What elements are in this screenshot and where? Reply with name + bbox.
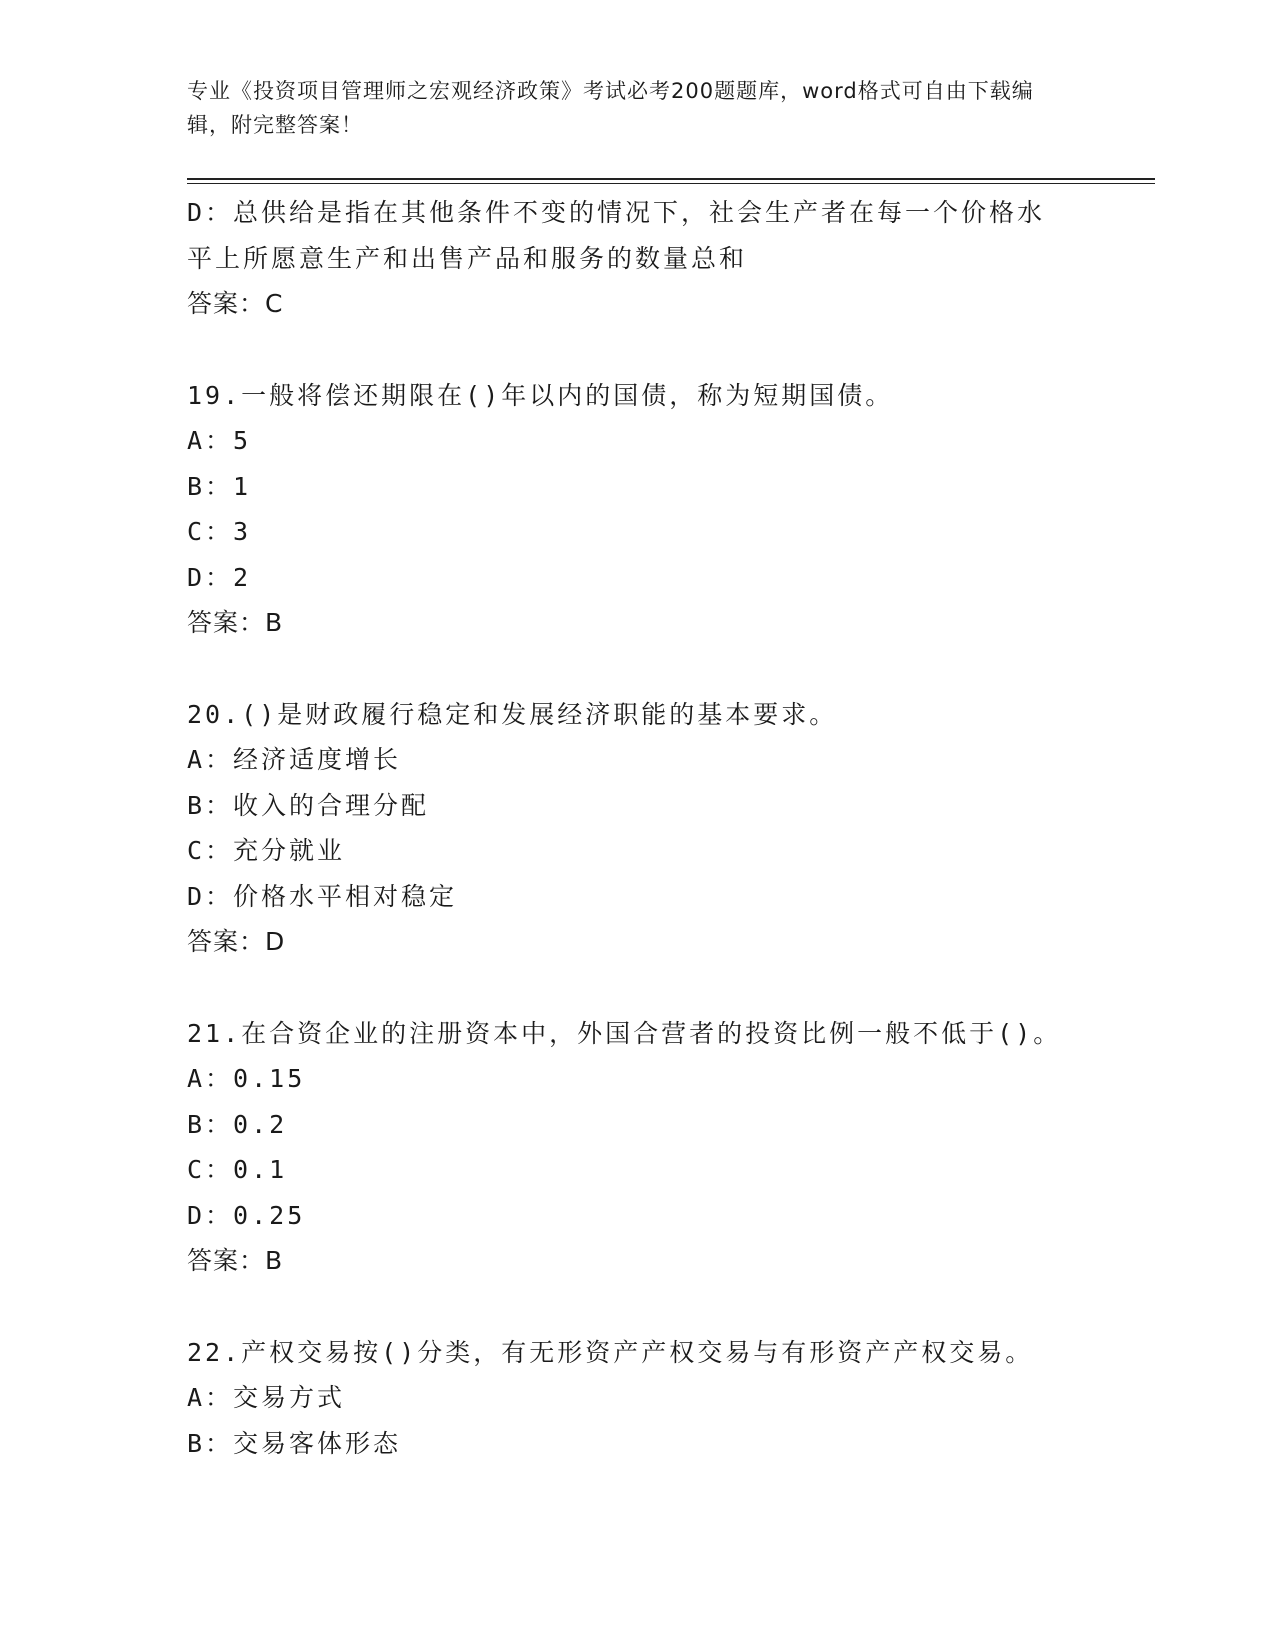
- option-d: D：0.25: [187, 1200, 306, 1230]
- option-d: D：2: [187, 562, 252, 592]
- option-d: D：价格水平相对稳定: [187, 881, 458, 911]
- option-b: B：交易客体形态: [187, 1428, 402, 1458]
- header-divider-thick: [187, 178, 1155, 180]
- question-stem: 22.产权交易按()分类，有无形资产产权交易与有形资产产权交易。: [187, 1337, 1034, 1367]
- question-20: [187, 692, 1087, 965]
- option-b: B：0.2: [187, 1109, 288, 1139]
- option-b: B：1: [187, 471, 252, 501]
- answer-label: 答案：B: [187, 608, 284, 637]
- option-a: A：交易方式: [187, 1383, 346, 1412]
- option-c: C：3: [187, 517, 252, 546]
- answer-label: 答案：D: [187, 927, 286, 956]
- question-stem: 20.()是财政履行稳定和发展经济职能的基本要求。: [187, 699, 838, 729]
- question-stem: 19.一般将偿还期限在()年以内的国债，称为短期国债。: [187, 380, 894, 410]
- carryover-answer: 答案：C: [187, 289, 284, 318]
- answer-label: 答案：B: [187, 1246, 284, 1275]
- option-a: A：经济适度增长: [187, 745, 402, 774]
- option-a: A：5: [187, 426, 252, 455]
- document-header: 专业《投资项目管理师之宏观经济政策》考试必考200题题库，word格式可自由下载编辑，附完整答案！: [187, 79, 1034, 137]
- carryover-option-d: D：总供给是指在其他条件不变的情况下，社会生产者在每一个价格水平上所愿意生产和出售产品和服务的数量总和: [187, 198, 1046, 273]
- question-22: [187, 1330, 1087, 1467]
- header-divider-thin: [187, 183, 1155, 184]
- question-stem: 21.在合资企业的注册资本中，外国合营者的投资比例一般不低于()。: [187, 1018, 1062, 1048]
- option-c: C：充分就业: [187, 836, 346, 865]
- question-21: [187, 1011, 1087, 1284]
- option-a: A：0.15: [187, 1064, 306, 1093]
- question-list: [187, 190, 1087, 1466]
- option-c: C：0.1: [187, 1155, 288, 1184]
- question-19: [187, 373, 1087, 646]
- option-b: B：收入的合理分配: [187, 790, 430, 820]
